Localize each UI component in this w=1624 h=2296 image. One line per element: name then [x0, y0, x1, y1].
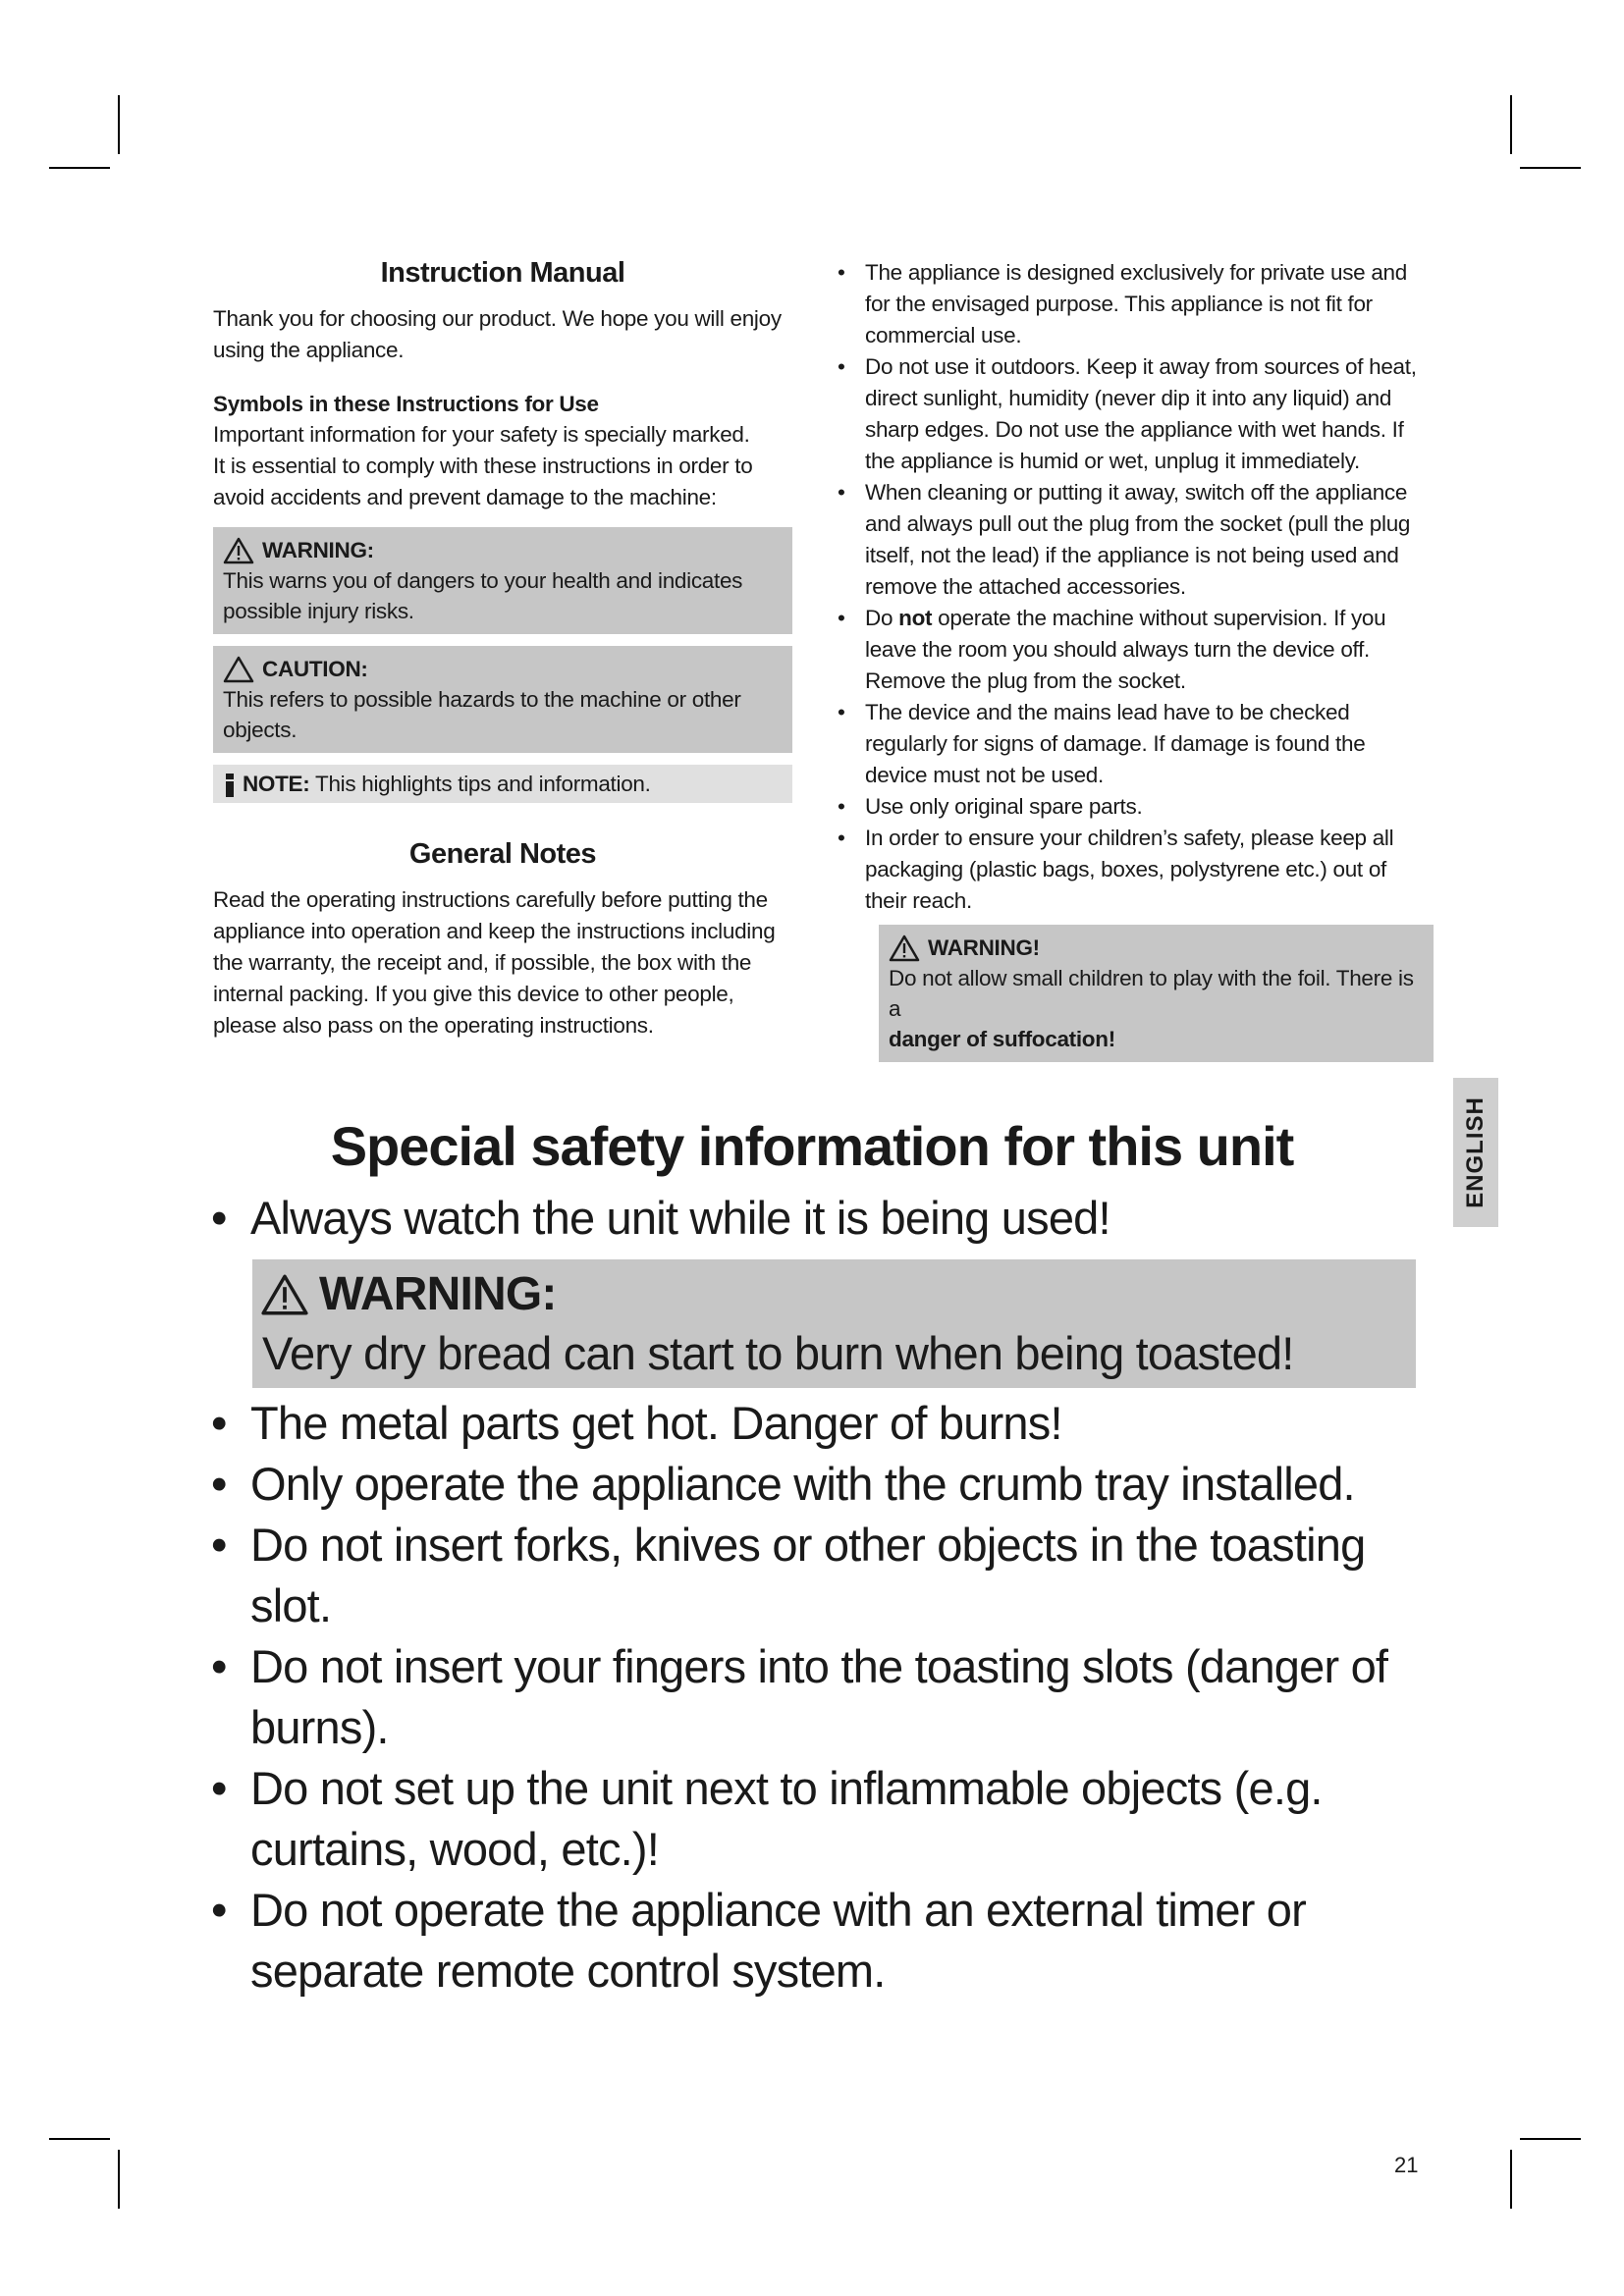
list-item: • Do not operate the appliance with an external timer or separate remote control system.: [211, 1884, 1307, 1997]
caution-text: This refers to possible hazards to the machine or other objects.: [223, 687, 741, 742]
crop-mark: [49, 2138, 110, 2140]
note-box: [213, 765, 792, 803]
warning-text: Do not allow small children to play with the foil. There is a: [889, 966, 1414, 1021]
warning-icon: [260, 1273, 309, 1316]
caution-icon: [223, 656, 254, 683]
warning-label: WARNING:: [319, 1268, 557, 1320]
toasting-warning-box: [252, 1259, 1416, 1388]
crop-mark: [1510, 2150, 1512, 2209]
list-item: • Only operate the appliance with the crumb tray installed.: [211, 1458, 1355, 1510]
note-text: This highlights tips and information.: [315, 772, 651, 796]
list-item: • Use only original spare parts.: [838, 794, 1143, 819]
safety-bullet-list: [836, 257, 1425, 917]
crop-mark: [1520, 2138, 1581, 2140]
info-icon: [223, 772, 237, 799]
crop-mark: [118, 95, 120, 154]
page-number: 21: [1394, 2153, 1419, 2177]
warning-icon: [223, 537, 254, 564]
warning-label: WARNING!: [928, 935, 1040, 960]
list-item: • Always watch the unit while it is being used!: [211, 1192, 1110, 1244]
crop-mark: [1520, 167, 1581, 169]
warning-box: [213, 527, 792, 634]
caution-title: [223, 654, 783, 684]
list-item: • Do not insert your fingers into the toasting slots (danger of burns).: [211, 1640, 1388, 1753]
suffocation-warning-box: [879, 925, 1434, 1062]
note-label: NOTE:: [242, 772, 310, 796]
list-item: • The device and the mains lead have to be checked regularly for signs of damage. If damage is found the device must not be used.: [838, 700, 1366, 787]
list-item: • Do not insert forks, knives or other objects in the toasting slot.: [211, 1519, 1366, 1631]
symbols-text-1: Important information for your safety is specially marked.: [213, 422, 750, 447]
warning-icon: [889, 934, 920, 962]
caution-label: CAUTION:: [262, 657, 368, 681]
crop-mark: [1510, 95, 1512, 154]
list-item: • The metal parts get hot. Danger of burns!: [211, 1397, 1062, 1449]
crop-mark: [49, 167, 110, 169]
special-safety-list: [206, 1188, 1434, 1249]
intro-text: Thank you for choosing our product. We hope you will enjoy using the appliance.: [213, 306, 782, 362]
list-item: • When cleaning or putting it away, switch off the appliance and always pull out the plug from the socket (pull the plug itself, not the lead) if the appliance is not being used and remove the attached accessories.: [838, 480, 1411, 599]
warning-text: Very dry bread can start to burn when being toasted!: [262, 1327, 1294, 1379]
symbols-heading: Symbols in these Instructions for Use: [213, 392, 599, 416]
warning-text: This warns you of dangers to your health and indicates possible injury risks.: [223, 568, 743, 623]
list-item: • The appliance is designed exclusively for private use and for the envisaged purpose. This appliance is not fit for commercial use.: [838, 260, 1407, 347]
warning-text-bold: danger of suffocation!: [889, 1027, 1115, 1051]
crop-mark: [118, 2150, 120, 2209]
caution-box: [213, 646, 792, 753]
warning-title: [260, 1267, 557, 1321]
instruction-manual-heading: Instruction Manual: [380, 257, 625, 289]
list-item: • Do not use it outdoors. Keep it away from sources of heat, direct sunlight, humidity (never dip it into any liquid) and sharp edges. Do not use the appliance with wet hands. If the appliance is humid or wet, unplug it immediately.: [838, 354, 1417, 473]
general-notes-heading: General Notes: [408, 838, 597, 871]
list-item: • Do not set up the unit next to inflammable objects (e.g. curtains, wood, etc.)!: [211, 1762, 1323, 1875]
general-notes-text: Read the operating instructions carefully before putting the appliance into operation and keep the instructions including the warranty, the receipt and, if possible, the box with the internal packing. If you give this device to other people, please also pass on the operating instructions.: [213, 887, 776, 1039]
special-safety-list-continued: [206, 1393, 1434, 2002]
warning-label: WARNING:: [262, 538, 374, 562]
warning-title: [889, 933, 1424, 963]
right-column: [836, 257, 1425, 1062]
warning-title: [223, 535, 783, 565]
symbols-text-2: It is essential to comply with these instructions in order to avoid accidents and prevent damage to the machine:: [213, 454, 753, 509]
left-column: [213, 257, 792, 1041]
list-item: • Do not operate the machine without supervision. If you leave the room you should always turn the device off. Remove the plug from the socket.: [838, 606, 1386, 693]
language-tab-label: ENGLISH: [1462, 1096, 1489, 1208]
special-safety-heading: Special safety information for this unit: [330, 1115, 1294, 1177]
list-item: • In order to ensure your children’s safety, please keep all packaging (plastic bags, boxes, polystyrene etc.) out of their reach.: [838, 826, 1394, 913]
